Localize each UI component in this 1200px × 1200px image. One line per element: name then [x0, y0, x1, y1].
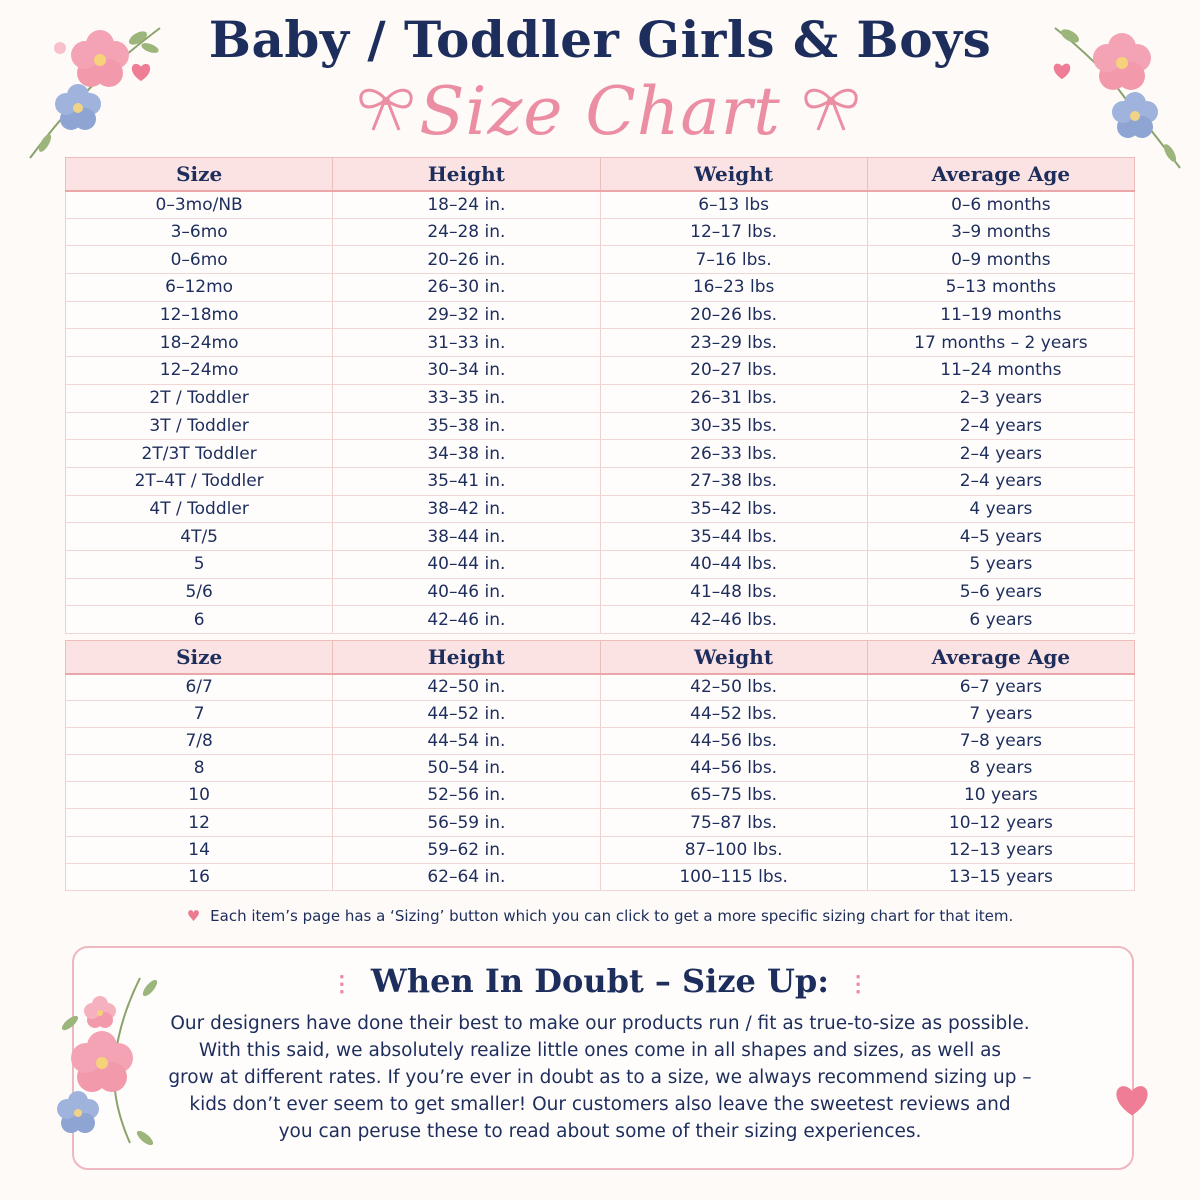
weight-cell: 20–26 lbs.: [600, 301, 867, 329]
size-cell: 2T/3T Toddler: [66, 440, 333, 468]
size-cell: 6: [66, 606, 333, 634]
height-cell: 38–42 in.: [333, 495, 600, 523]
weight-cell: 30–35 lbs.: [600, 412, 867, 440]
size-cell: 8: [66, 755, 333, 782]
table-row: [66, 550, 1135, 578]
height-cell: 18–24 in.: [333, 191, 600, 219]
table-row: [66, 863, 1135, 890]
height-cell: 44–54 in.: [333, 728, 600, 755]
page-title: Baby / Toddler Girls & Boys: [208, 10, 992, 69]
weight-cell: 40–44 lbs.: [600, 550, 867, 578]
size-up-body: [160, 1010, 1040, 1145]
height-cell: 35–38 in.: [333, 412, 600, 440]
table-row: [66, 218, 1135, 246]
height-cell: 62–64 in.: [333, 863, 600, 890]
age-cell: 10 years: [867, 782, 1134, 809]
table-header-row: [66, 641, 1135, 674]
height-cell: 42–46 in.: [333, 606, 600, 634]
table-row: [66, 246, 1135, 274]
table-row: [66, 782, 1135, 809]
size-cell: 12: [66, 809, 333, 836]
table-row: [66, 674, 1135, 701]
table-row: [66, 701, 1135, 728]
size-cell: 7/8: [66, 728, 333, 755]
table-row: [66, 467, 1135, 495]
size-up-line: grow at different rates. If you’re ever in doubt as to a size, we always recommend sizing up –: [168, 1067, 1032, 1088]
weight-cell: 44–56 lbs.: [600, 755, 867, 782]
age-cell: 2–3 years: [867, 384, 1134, 412]
heart-icon: [1113, 1083, 1151, 1117]
height-cell: 34–38 in.: [333, 440, 600, 468]
size-table-large: [65, 640, 1135, 891]
weight-cell: 20–27 lbs.: [600, 357, 867, 385]
size-cell: 7: [66, 701, 333, 728]
weight-cell: 35–42 lbs.: [600, 495, 867, 523]
size-cell: 6–12mo: [66, 274, 333, 302]
age-cell: 5 years: [867, 550, 1134, 578]
column-header-height: Height: [333, 641, 600, 674]
column-header-height: Height: [333, 158, 600, 191]
table-row: [66, 440, 1135, 468]
table-row: [66, 384, 1135, 412]
table-row: [66, 523, 1135, 551]
weight-cell: 42–46 lbs.: [600, 606, 867, 634]
size-up-line: you can peruse these to read about some of their sizing experiences.: [278, 1121, 922, 1142]
weight-cell: 7–16 lbs.: [600, 246, 867, 274]
size-cell: 18–24mo: [66, 329, 333, 357]
height-cell: 52–56 in.: [333, 782, 600, 809]
size-cell: 4T/5: [66, 523, 333, 551]
table-row: [66, 412, 1135, 440]
weight-cell: 44–52 lbs.: [600, 701, 867, 728]
age-cell: 6–7 years: [867, 674, 1134, 701]
weight-cell: 42–50 lbs.: [600, 674, 867, 701]
height-cell: 42–50 in.: [333, 674, 600, 701]
size-up-title-text: When In Doubt – Size Up:: [370, 962, 830, 1000]
height-cell: 30–34 in.: [333, 357, 600, 385]
age-cell: 11–24 months: [867, 357, 1134, 385]
height-cell: 40–46 in.: [333, 578, 600, 606]
size-cell: 0–6mo: [66, 246, 333, 274]
size-cell: 5/6: [66, 578, 333, 606]
height-cell: 40–44 in.: [333, 550, 600, 578]
size-cell: 14: [66, 836, 333, 863]
height-cell: 26–30 in.: [333, 274, 600, 302]
weight-cell: 87–100 lbs.: [600, 836, 867, 863]
size-cell: 2T–4T / Toddler: [66, 467, 333, 495]
age-cell: 2–4 years: [867, 467, 1134, 495]
age-cell: 2–4 years: [867, 412, 1134, 440]
size-cell: 10: [66, 782, 333, 809]
age-cell: 7–8 years: [867, 728, 1134, 755]
size-cell: 4T / Toddler: [66, 495, 333, 523]
size-up-line: kids don’t ever seem to get smaller! Our customers also leave the sweetest reviews and: [189, 1094, 1011, 1115]
table-row: [66, 329, 1135, 357]
weight-cell: 26–33 lbs.: [600, 440, 867, 468]
age-cell: 3–9 months: [867, 218, 1134, 246]
sparkle-icon: ⋮: [847, 970, 870, 997]
sizing-note: [0, 907, 1200, 925]
age-cell: 5–6 years: [867, 578, 1134, 606]
column-header-weight: Weight: [600, 158, 867, 191]
age-cell: 2–4 years: [867, 440, 1134, 468]
size-table-small: [65, 157, 1135, 634]
size-cell: 3–6mo: [66, 218, 333, 246]
age-cell: 7 years: [867, 701, 1134, 728]
size-cell: 0–3mo/NB: [66, 191, 333, 219]
table-header-row: [66, 158, 1135, 191]
height-cell: 29–32 in.: [333, 301, 600, 329]
table-row: [66, 301, 1135, 329]
age-cell: 10–12 years: [867, 809, 1134, 836]
table-row: [66, 274, 1135, 302]
age-cell: 4 years: [867, 495, 1134, 523]
bow-icon: [800, 84, 862, 134]
weight-cell: 12–17 lbs.: [600, 218, 867, 246]
age-cell: 13–15 years: [867, 863, 1134, 890]
subtitle-row: [0, 70, 1200, 154]
table-row: [66, 495, 1135, 523]
table-row: [66, 357, 1135, 385]
height-cell: 20–26 in.: [333, 246, 600, 274]
height-cell: 56–59 in.: [333, 809, 600, 836]
weight-cell: 75–87 lbs.: [600, 809, 867, 836]
age-cell: 0–9 months: [867, 246, 1134, 274]
size-up-line: With this said, we absolutely realize little ones come in all shapes and sizes, as well as: [198, 1040, 1002, 1061]
height-cell: 44–52 in.: [333, 701, 600, 728]
age-cell: 0–6 months: [867, 191, 1134, 219]
age-cell: 5–13 months: [867, 274, 1134, 302]
table-row: [66, 578, 1135, 606]
column-header-size: Size: [66, 641, 333, 674]
table-row: [66, 191, 1135, 219]
table-row: [66, 809, 1135, 836]
weight-cell: 27–38 lbs.: [600, 467, 867, 495]
weight-cell: 35–44 lbs.: [600, 523, 867, 551]
weight-cell: 65–75 lbs.: [600, 782, 867, 809]
table-row: [66, 728, 1135, 755]
weight-cell: 100–115 lbs.: [600, 863, 867, 890]
weight-cell: 23–29 lbs.: [600, 329, 867, 357]
size-cell: 12–24mo: [66, 357, 333, 385]
column-header-size: Size: [66, 158, 333, 191]
age-cell: 4–5 years: [867, 523, 1134, 551]
height-cell: 38–44 in.: [333, 523, 600, 551]
height-cell: 33–35 in.: [333, 384, 600, 412]
height-cell: 24–28 in.: [333, 218, 600, 246]
age-cell: 17 months – 2 years: [867, 329, 1134, 357]
size-up-title: [0, 962, 1200, 1000]
size-cell: 2T / Toddler: [66, 384, 333, 412]
table-row: [66, 755, 1135, 782]
size-cell: 6/7: [66, 674, 333, 701]
heart-icon: ♥: [186, 907, 201, 925]
age-cell: 6 years: [867, 606, 1134, 634]
bow-icon: [355, 84, 417, 134]
column-header-age: Average Age: [867, 641, 1134, 674]
age-cell: 8 years: [867, 755, 1134, 782]
height-cell: 50–54 in.: [333, 755, 600, 782]
column-header-weight: Weight: [600, 641, 867, 674]
sizing-note-text: Each item’s page has a ‘Sizing’ button which you can click to get a more specific sizing chart for that item.: [210, 907, 1014, 925]
page-subtitle: Size Chart: [419, 73, 781, 150]
size-cell: 5: [66, 550, 333, 578]
height-cell: 31–33 in.: [333, 329, 600, 357]
weight-cell: 44–56 lbs.: [600, 728, 867, 755]
age-cell: 11–19 months: [867, 301, 1134, 329]
size-up-line: Our designers have done their best to make our products run / fit as true-to-size as possible.: [170, 1013, 1030, 1034]
table-row: [66, 836, 1135, 863]
table-row: [66, 606, 1135, 634]
weight-cell: 26–31 lbs.: [600, 384, 867, 412]
weight-cell: 41–48 lbs.: [600, 578, 867, 606]
height-cell: 35–41 in.: [333, 467, 600, 495]
weight-cell: 16–23 lbs: [600, 274, 867, 302]
age-cell: 12–13 years: [867, 836, 1134, 863]
size-cell: 12–18mo: [66, 301, 333, 329]
weight-cell: 6–13 lbs: [600, 191, 867, 219]
size-cell: 3T / Toddler: [66, 412, 333, 440]
size-cell: 16: [66, 863, 333, 890]
height-cell: 59–62 in.: [333, 836, 600, 863]
column-header-age: Average Age: [867, 158, 1134, 191]
sparkle-icon: ⋮: [330, 970, 353, 997]
